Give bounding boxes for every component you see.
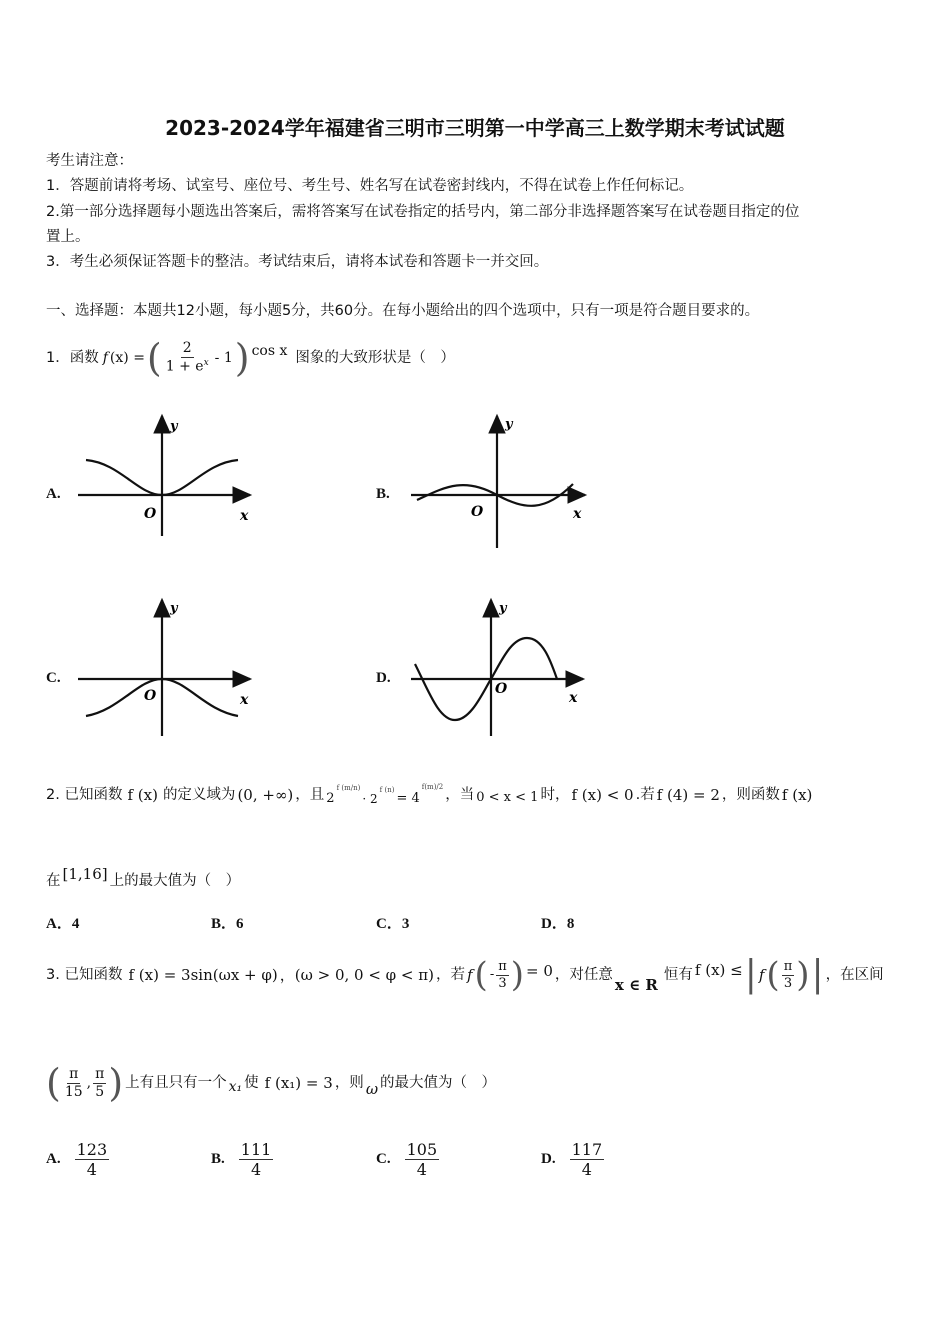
q3-ineq: f (x) ≤ <box>694 961 743 979</box>
y-label: y <box>170 601 178 616</box>
notice-heading: 考生请注意： <box>46 153 133 169</box>
origin-label: O <box>495 681 508 697</box>
q3-low-num: π <box>69 1065 79 1082</box>
question-3: 3. 已知函数 f (x) = 3sin(ωx + φ) ，(ω > 0, 0 < φ < π) ，若 f ( - $\frac{\pi}{3}$ ) = 0 ，对任意 x ∈ R 恒有 f (x) ≤ | f ( $\frac{\pi}{3}$ ) | ，在区间 <box>46 954 884 995</box>
q2-text-4: 时， <box>540 787 570 803</box>
q3-fdef: f (x) = 3sin(ωx + φ) <box>128 966 278 984</box>
q3-option-c <box>376 1140 439 1179</box>
question-2 <box>46 782 812 808</box>
origin-label: O <box>471 504 484 520</box>
q3-high-num: π <box>95 1065 105 1082</box>
notice-item-2: 2.第一部分选择题每小题选出答案后，需将答案写在试卷指定的括号内，第二部分非选择题答案写在试卷题目指定的位 <box>46 204 800 220</box>
q1-prefix: 1．函数 <box>46 349 99 366</box>
notice-item-3: 3．考生必须保证答题卡的整洁。考试结束后，请将本试卷和答题卡一并交回。 <box>46 254 549 270</box>
q3-pi3-num: π <box>783 958 793 974</box>
q2-option-d-value: 8 <box>566 916 575 932</box>
q1-graph-a <box>70 408 270 558</box>
q3-fzero: f <box>466 966 473 984</box>
q3-text-3: 恒有 <box>663 967 693 983</box>
q1-num: 2 <box>182 340 192 356</box>
q2-cond: 0 < x < 1 <box>476 790 539 805</box>
q1-graph-c <box>70 592 270 742</box>
q1-option-d-label: D. <box>376 670 391 686</box>
q3-omega: ω <box>365 1080 379 1098</box>
q3-low-den: 15 <box>64 1083 83 1100</box>
q2-option-a-label: A． <box>46 916 72 932</box>
y-label: y <box>170 419 178 434</box>
q3-option-b-frac <box>239 1140 274 1179</box>
x-label: x <box>573 506 582 522</box>
q3-prefix: 3. 已知函数 <box>46 967 123 983</box>
q3-option-d-frac <box>570 1140 605 1179</box>
q3-interval-high <box>93 1066 106 1101</box>
q3-option-a-num: 123 <box>76 1140 108 1159</box>
q3-option-c-frac <box>405 1140 440 1179</box>
q3-text-5: 上有且只有一个 <box>125 1075 227 1091</box>
q2-exp-3: f(m)/2 <box>421 783 444 791</box>
q2-option-d-label: D． <box>541 916 567 932</box>
q1-fx: (x) = <box>109 349 145 366</box>
q2-option-a <box>46 912 79 933</box>
q3-fx1: f (x₁) = 3 <box>264 1074 333 1092</box>
q3-interval-low <box>63 1066 85 1101</box>
q2-option-b-value: 6 <box>236 916 244 932</box>
q3-text-8: 的最大值为（ ） <box>380 1075 497 1091</box>
q1-den: 1 + e <box>165 358 204 375</box>
q1-graph-b <box>405 408 605 558</box>
q1-option-a-label: A. <box>46 486 61 502</box>
q2-option-d <box>541 912 574 933</box>
q2-prefix: 2. 已知函数 <box>46 787 123 803</box>
q2-dot: · 2 <box>362 792 378 806</box>
q3-abs-f: f <box>758 966 765 984</box>
q2-option-a-value: 4 <box>71 916 80 932</box>
q3-option-d <box>541 1140 604 1179</box>
q3-option-c-label: C. <box>376 1151 391 1168</box>
q3-text-6: 使 <box>244 1075 259 1091</box>
q3-option-c-num: 105 <box>406 1140 438 1159</box>
q2-text-6: ，则函数 <box>721 787 780 803</box>
q1-minus: - 1 <box>214 349 233 366</box>
question-2-line-2 <box>46 858 240 890</box>
q3-negpi-num: π <box>498 958 507 974</box>
q1-suffix: 图象的大致形状是（ ） <box>295 349 455 366</box>
notice-item-2-cont: 置上。 <box>46 229 90 245</box>
q3-text-1: ，若 <box>435 967 465 983</box>
q2-interval: [1,16] <box>62 865 108 883</box>
q2-text-5: .若 <box>635 787 655 803</box>
origin-label: O <box>144 688 157 704</box>
q2-text-1: 的定义域为 <box>162 787 236 803</box>
q2-base-1: 2 <box>326 791 335 806</box>
q3-option-a-den: 4 <box>86 1160 97 1180</box>
q2-fx-1: f (x) <box>127 786 158 804</box>
q2-line2-post: 上的最大值为（ ） <box>109 873 241 889</box>
origin-label: O <box>144 506 157 522</box>
q1-option-c-label: C. <box>46 670 61 686</box>
q2-text-2: ，且 <box>295 787 325 803</box>
q3-option-a-label: A. <box>46 1151 61 1168</box>
q2-exp-2: f (n) <box>379 786 395 794</box>
y-label: y <box>499 601 507 616</box>
q1-cos: cos x <box>251 342 288 359</box>
q3-option-b-label: B. <box>211 1151 225 1168</box>
page-title: 2023-2024学年福建省三明市三明第一中学高三上数学期末考试试题 <box>165 116 785 140</box>
q3-option-a <box>46 1140 109 1179</box>
section-heading: 一、选择题：本题共12小题，每小题5分，共60分。在每小题给出的四个选项中，只有一项是符合题目要求的。 <box>46 303 760 319</box>
x-label: x <box>240 508 249 524</box>
q2-option-b <box>211 912 244 933</box>
q3-pi3-frac <box>782 959 795 991</box>
q2-option-c-value: 3 <box>401 916 410 932</box>
q3-text-2: ，对任意 <box>554 967 613 983</box>
q2-option-c-label: C． <box>376 916 402 932</box>
q3-xinr: x ∈ R <box>614 976 658 994</box>
q1-option-b-label: B. <box>376 486 390 502</box>
q3-option-b-num: 111 <box>240 1140 272 1159</box>
notice-item-1: 1．答题前请将考场、试室号、座位号、考生号、姓名写在试卷密封线内，不得在试卷上作任何标记。 <box>46 178 694 194</box>
q3-option-b-den: 4 <box>250 1160 262 1180</box>
q3-negpi-den: 3 <box>498 975 507 991</box>
q2-exp-1: f (m/n) <box>336 784 361 792</box>
x-label: x <box>240 692 249 708</box>
q3-text-7: ，则 <box>334 1075 364 1091</box>
q2-f4: f (4) = 2 <box>656 786 720 804</box>
q1-f: f <box>102 349 108 366</box>
q1-formula: f (x) = ( $\frac{2}{1 + e^x}$ - 1 ) cos x <box>102 335 288 380</box>
q1-exp: x <box>203 357 209 368</box>
q2-domain: (0, +∞) <box>237 786 294 804</box>
q3-text-4: ，在区间 <box>825 967 884 983</box>
q2-fx-2: f (x) <box>781 786 813 804</box>
q3-option-d-den: 4 <box>581 1160 592 1180</box>
q2-option-b-label: B． <box>211 916 237 932</box>
question-1 <box>46 335 455 380</box>
x-label: x <box>569 690 578 706</box>
q2-fneg: f (x) < 0 <box>571 786 634 804</box>
q2-eq: = 4 <box>396 791 420 806</box>
q3-neg: - <box>489 967 495 982</box>
q3-option-b <box>211 1140 273 1179</box>
q1-fraction <box>164 340 211 375</box>
q1-graph-d <box>405 592 605 742</box>
q3-option-d-num: 117 <box>571 1140 603 1159</box>
q3-cond: ，(ω > 0, 0 < φ < π) <box>279 966 434 984</box>
q3-option-a-frac <box>75 1140 110 1179</box>
q3-x1: x₁ <box>228 1079 243 1095</box>
y-label: y <box>505 417 513 432</box>
q3-option-c-den: 4 <box>416 1160 427 1180</box>
q3-high-den: 5 <box>95 1083 105 1100</box>
q3-option-d-label: D. <box>541 1151 556 1168</box>
q2-line2-pre: 在 <box>46 873 61 889</box>
q3-pi3-den: 3 <box>783 975 793 991</box>
q2-text-3: ，当 <box>445 787 475 803</box>
q2-option-c <box>376 912 409 933</box>
question-3-line-2: ( $\frac{\pi}{15}$ , $\frac{\pi}{5}$ ) 上有且只有一个 x₁ 使 f (x₁) = 3 ，则 ω 的最大值为（ ） <box>46 1061 497 1105</box>
q3-negpi-frac <box>496 959 509 991</box>
q3-eqzero: = 0 <box>526 962 553 980</box>
